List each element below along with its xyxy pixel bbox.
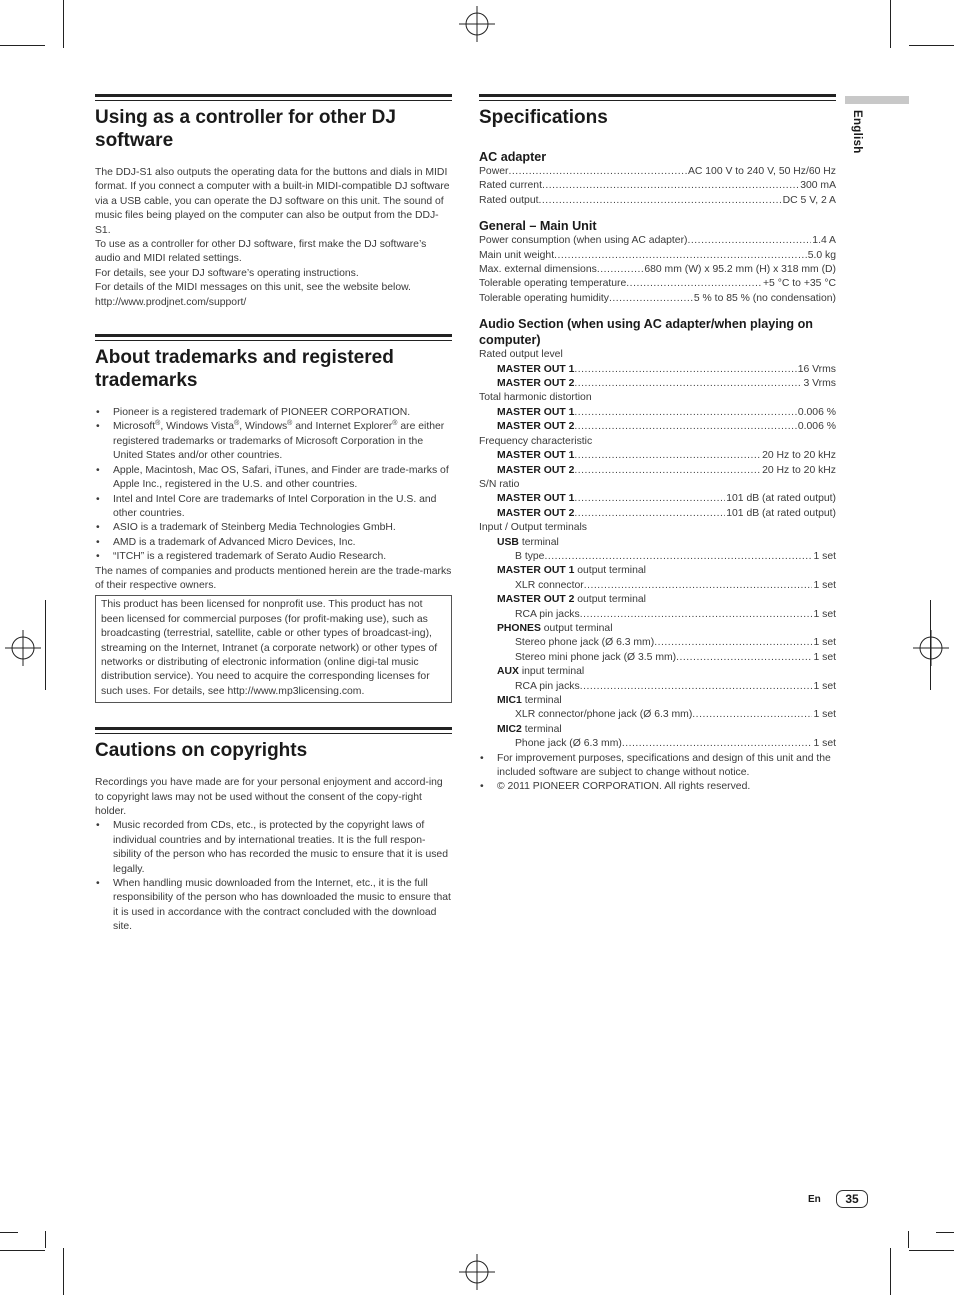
spec-value: 1.4 A bbox=[812, 235, 836, 247]
crop-mark bbox=[936, 1232, 954, 1233]
text: input terminal bbox=[518, 666, 585, 678]
crop-mark bbox=[0, 1232, 18, 1233]
text: terminal bbox=[518, 536, 559, 548]
section-rule bbox=[95, 334, 452, 341]
spec-label: MASTER OUT 1 bbox=[497, 406, 575, 418]
terminal-name: MASTER OUT 1 bbox=[497, 565, 575, 577]
spec-label: Tolerable operating temperature bbox=[479, 278, 627, 290]
spec-value: 1 set bbox=[813, 637, 836, 649]
spec-row bbox=[479, 492, 836, 506]
spec-label: MASTER OUT 2 bbox=[497, 378, 575, 390]
spec-row bbox=[479, 608, 836, 622]
spec-label: MASTER OUT 2 bbox=[497, 421, 575, 433]
crop-mark bbox=[909, 45, 954, 46]
spec-label: Phone jack (Ø 6.3 mm) bbox=[515, 738, 622, 750]
copyright-section bbox=[95, 727, 452, 934]
crop-mark bbox=[0, 45, 45, 46]
spec-value: 16 Vrms bbox=[797, 363, 836, 375]
section-rule bbox=[95, 94, 452, 101]
section-title-dj-controller: Using as a controller for other DJ software bbox=[95, 107, 396, 151]
spec-row bbox=[479, 420, 836, 434]
spec-value: AC 100 V to 240 V, 50 Hz/60 Hz bbox=[687, 166, 836, 177]
text: Microsoft bbox=[113, 421, 156, 433]
list-item bbox=[95, 420, 452, 463]
crop-mark bbox=[45, 1231, 46, 1248]
language-tab-bar bbox=[845, 96, 909, 104]
spec-heading-general: General – Main Unit bbox=[479, 219, 597, 234]
text: output terminal bbox=[540, 622, 613, 634]
spec-row bbox=[479, 377, 836, 391]
crop-mark bbox=[0, 1250, 45, 1251]
paragraph: For details, see your DJ software’s operating instructions. bbox=[95, 267, 359, 279]
spec-label: Rated output bbox=[479, 194, 539, 206]
text: terminal bbox=[521, 695, 562, 706]
spec-value: 0.006 % bbox=[797, 406, 836, 418]
spec-label: MASTER OUT 1 bbox=[497, 450, 575, 462]
spec-row bbox=[479, 737, 836, 751]
section-rule bbox=[479, 94, 836, 101]
spec-group-label: S/N ratio bbox=[479, 478, 520, 490]
list-item: • ASIO is a trademark of Steinberg Media Technologies GmbH. bbox=[95, 521, 452, 535]
spec-row bbox=[479, 579, 836, 593]
spec-value: 3 Vrms bbox=[803, 378, 836, 390]
language-tab-label: English bbox=[851, 110, 863, 154]
spec-label: MASTER OUT 2 bbox=[497, 507, 575, 519]
terminal-label bbox=[479, 665, 836, 679]
spec-label: XLR connector/phone jack (Ø 6.3 mm) bbox=[515, 709, 693, 721]
terminal-name: AUX bbox=[497, 666, 519, 678]
spec-value: 20 Hz to 20 kHz bbox=[762, 450, 836, 462]
spec-value: 680 mm (W) x 95.2 mm (H) x 318 mm (D) bbox=[644, 264, 836, 276]
spec-row bbox=[479, 292, 836, 306]
text: and Internet Explorer bbox=[292, 421, 393, 433]
registration-mark-icon bbox=[913, 630, 949, 666]
crop-mark bbox=[890, 1248, 891, 1295]
spec-row bbox=[479, 194, 836, 208]
spec-row bbox=[479, 464, 836, 478]
spec-label: MASTER OUT 2 bbox=[497, 464, 575, 476]
terminal-name: MIC1 bbox=[497, 695, 522, 706]
spec-label: MASTER OUT 1 bbox=[497, 363, 575, 375]
spec-row bbox=[479, 406, 836, 420]
spec-row bbox=[479, 234, 836, 248]
spec-label: RCA pin jacks bbox=[515, 608, 580, 620]
text: , Windows bbox=[239, 421, 288, 433]
trademark-list bbox=[95, 406, 452, 564]
crop-mark bbox=[908, 1231, 909, 1248]
terminal-label bbox=[479, 536, 836, 550]
spec-label: XLR connector bbox=[515, 579, 584, 591]
spec-row bbox=[479, 179, 836, 193]
copyright-list bbox=[95, 819, 452, 934]
crop-mark bbox=[890, 0, 891, 48]
spec-value: 0.006 % bbox=[797, 421, 836, 433]
spec-value: 5 % to 85 % (no condensation) bbox=[693, 292, 836, 304]
section-title-specifications: Specifications bbox=[479, 107, 608, 128]
paragraph: To use as a controller for other DJ software, first make the DJ software’s audio and MIDI related settings. bbox=[95, 239, 427, 265]
spec-heading-ac-adapter: AC adapter bbox=[479, 150, 547, 164]
text: output terminal bbox=[574, 594, 646, 606]
registered-mark: ® bbox=[234, 420, 240, 428]
list-item: • “ITCH” is a registered trademark of Serato Audio Research. bbox=[95, 550, 452, 564]
spec-row bbox=[479, 550, 836, 564]
spec-value: 20 Hz to 20 kHz bbox=[762, 464, 836, 476]
text: , Windows Vista bbox=[160, 421, 235, 433]
registration-mark-icon bbox=[459, 1254, 495, 1290]
footer-language: En bbox=[808, 1194, 821, 1205]
spec-group-label: Frequency characteristic bbox=[479, 435, 593, 447]
spec-group-label: Input / Output terminals bbox=[479, 522, 588, 534]
spec-row bbox=[479, 680, 836, 694]
spec-row bbox=[479, 636, 836, 650]
spec-value: 101 dB (at rated output) bbox=[726, 493, 836, 505]
spec-value: 101 dB (at rated output) bbox=[726, 507, 836, 519]
spec-row bbox=[479, 708, 836, 722]
terminal-label bbox=[479, 622, 836, 636]
spec-value: DC 5 V, 2 A bbox=[782, 194, 836, 206]
list-item: • Intel and Intel Core are trademarks of Intel Corporation in the U.S. and other countries. bbox=[95, 493, 452, 522]
crop-mark bbox=[45, 600, 46, 690]
terminal-label bbox=[479, 694, 836, 708]
terminal-name: MIC2 bbox=[497, 723, 522, 735]
spec-value: 1 set bbox=[813, 608, 836, 620]
crop-mark bbox=[63, 1248, 64, 1295]
terminal-label bbox=[479, 564, 836, 578]
spec-row bbox=[479, 449, 836, 463]
registered-mark: ® bbox=[392, 420, 398, 428]
section-title-trademarks: About trademarks and registered trademarks bbox=[95, 347, 394, 392]
terminal-label bbox=[479, 593, 836, 607]
spec-group-label: Rated output level bbox=[479, 349, 563, 361]
spec-heading-audio: Audio Section (when using AC adapter/when playing on computer) bbox=[479, 317, 813, 348]
registered-mark: ® bbox=[155, 420, 161, 428]
spec-label: Power consumption (when using AC adapter) bbox=[479, 235, 688, 247]
paragraph: For details of the MIDI messages on this unit, see the website below. bbox=[95, 282, 411, 294]
specifications-column bbox=[479, 94, 836, 795]
spec-value: 1 set bbox=[813, 651, 836, 663]
section-title-copyrights: Cautions on copyrights bbox=[95, 740, 308, 762]
spec-value: 1 set bbox=[813, 579, 836, 591]
registered-mark: ® bbox=[287, 420, 293, 428]
spec-label: RCA pin jacks bbox=[515, 680, 580, 692]
spec-label: MASTER OUT 1 bbox=[497, 493, 575, 505]
text: output terminal bbox=[574, 565, 646, 577]
list-item: • Apple, Macintosh, Mac OS, Safari, iTunes, and Finder are trade-marks of Apple Inc., registered in the U.S. and other countries. bbox=[95, 464, 452, 493]
page-number: 35 bbox=[836, 1190, 868, 1208]
spec-row bbox=[479, 249, 836, 263]
crop-mark bbox=[930, 600, 931, 690]
spec-label: Main unit weight bbox=[479, 249, 555, 261]
spec-label: B type bbox=[515, 550, 545, 562]
spec-value: 300 mA bbox=[800, 180, 836, 192]
license-notice-box: This product has been licensed for nonprofit use. This product has not been licensed for commercial purposes (for profit-making use), such as broadcasting (terrestrial, satellite, cable or other types of broadcast-ing), streaming on the Internet, Intranet (a corporate network) or other types of networks or distributing of electronic information (online digi-tal music distribution service). You need to acquire the corresponding licenses for such uses. For details, see http://www.mp3licensing.com. bbox=[95, 595, 452, 703]
terminal-name: MASTER OUT 2 bbox=[497, 594, 575, 606]
list-item: • Pioneer is a registered trademark of PIONEER CORPORATION. bbox=[95, 406, 452, 420]
list-item: • Music recorded from CDs, etc., is protected by the copyright laws of individual countries and by international treaties. It is the full respon-sibility of the person who has recorded the music to ensure that it is used legally. bbox=[95, 819, 452, 877]
support-url: http://www.prodjnet.com/support/ bbox=[95, 296, 247, 308]
spec-value: 1 set bbox=[813, 680, 836, 692]
registration-mark-icon bbox=[459, 6, 495, 42]
spec-label: Stereo phone jack (Ø 6.3 mm) bbox=[515, 637, 655, 649]
terminal-label bbox=[479, 723, 836, 737]
spec-row bbox=[479, 363, 836, 377]
registration-mark-icon bbox=[5, 630, 41, 666]
list-item: • AMD is a trademark of Advanced Micro Devices, Inc. bbox=[95, 536, 452, 550]
paragraph: Recordings you have made are for your personal enjoyment and accord-ing to copyright laws may not be used without the consent of the copy-right holder. bbox=[95, 777, 443, 817]
list-item: • For improvement purposes, specifications and design of this unit and the included software are subject to change without notice. bbox=[479, 752, 836, 781]
spec-label: Max. external dimensions bbox=[479, 264, 597, 276]
spec-row bbox=[479, 651, 836, 665]
spec-row bbox=[479, 263, 836, 277]
paragraph: The names of companies and products mentioned herein are the trade-marks of their respective owners. bbox=[95, 565, 452, 591]
spec-value: 1 set bbox=[813, 550, 836, 562]
text: are either registered trademarks or trademarks of Microsoft Corporation in the United States and/or other countries. bbox=[113, 421, 445, 462]
paragraph: The DDJ-S1 also outputs the operating data for the buttons and dials in MIDI format. If you connect a computer with a built-in MIDI-compatible DJ software via a USB cable, you can operate the DJ software on this unit. The sound of music files being played on the computer can also be output from the DDJ-S1. bbox=[95, 167, 450, 236]
trademarks-section bbox=[95, 334, 452, 703]
crop-mark bbox=[909, 1250, 954, 1251]
spec-value: 5.0 kg bbox=[807, 249, 836, 261]
left-column bbox=[95, 94, 452, 935]
spec-notes bbox=[479, 752, 836, 795]
text: terminal bbox=[521, 723, 562, 735]
spec-label: Rated current bbox=[479, 180, 542, 192]
spec-label: Tolerable operating humidity bbox=[479, 292, 609, 304]
terminal-name: USB bbox=[497, 536, 519, 548]
spec-value: 1 set bbox=[813, 738, 836, 750]
spec-value: 1 set bbox=[813, 709, 836, 721]
list-item: • © 2011 PIONEER CORPORATION. All rights reserved. bbox=[479, 780, 836, 794]
crop-mark bbox=[63, 0, 64, 48]
spec-row bbox=[479, 165, 836, 179]
spec-label: Stereo mini phone jack (Ø 3.5 mm) bbox=[515, 651, 677, 663]
list-item: • When handling music downloaded from the Internet, etc., it is the full responsibility of the person who has downloaded the music to ensure that it is used in accordance with the contract concluded with the download site. bbox=[95, 877, 452, 935]
spec-group-label: Total harmonic distortion bbox=[479, 392, 592, 404]
terminal-name: PHONES bbox=[497, 622, 541, 634]
spec-value: +5 °C to +35 °C bbox=[762, 278, 836, 290]
spec-label: Power bbox=[479, 166, 509, 177]
spec-row bbox=[479, 507, 836, 521]
section-rule bbox=[95, 727, 452, 734]
spec-row bbox=[479, 277, 836, 291]
